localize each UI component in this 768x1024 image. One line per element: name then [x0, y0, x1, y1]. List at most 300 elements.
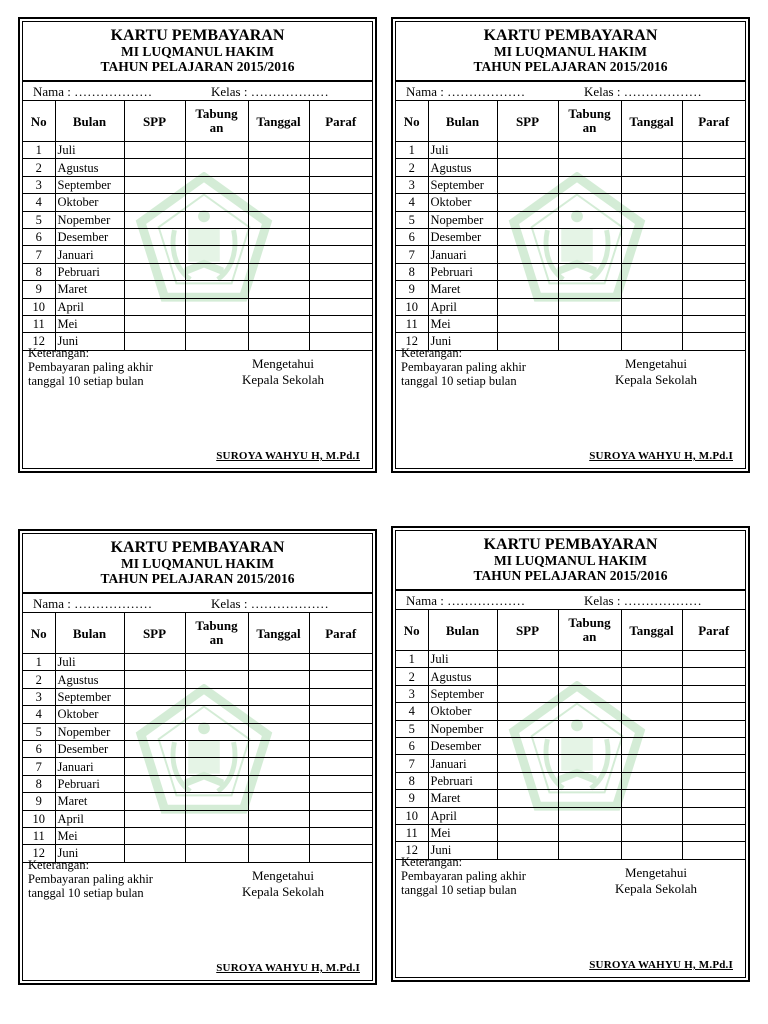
student-info-row [23, 84, 372, 100]
cell-paraf[interactable] [682, 772, 745, 789]
cell-paraf[interactable] [682, 281, 745, 298]
cell-spp[interactable] [497, 772, 558, 789]
cell-paraf[interactable] [309, 142, 372, 159]
cell-tanggal[interactable] [621, 703, 682, 720]
cell-paraf[interactable] [682, 315, 745, 332]
cell-spp[interactable] [497, 142, 558, 159]
cell-tanggal[interactable] [621, 263, 682, 280]
cell-tanggal[interactable] [248, 827, 309, 844]
row-bulan: Agustus [55, 159, 124, 176]
cell-tanggal[interactable] [621, 824, 682, 841]
card-header [396, 531, 745, 591]
payment-table [23, 612, 372, 863]
signer-name: SUROYA WAHYU H, M.Pd.I [589, 450, 733, 462]
keterangan-label: Keterangan: [401, 855, 463, 869]
kelas-field[interactable]: Kelas : ……………… [211, 84, 329, 99]
cell-spp[interactable] [124, 688, 185, 705]
academic-year: TAHUN PELAJARAN 2015/2016 [473, 59, 668, 74]
cell-tabungan[interactable] [185, 810, 248, 827]
cell-tanggal[interactable] [248, 654, 309, 671]
cell-tabungan[interactable] [185, 263, 248, 280]
col-tanggal: Tanggal [621, 610, 682, 651]
kelas-field[interactable]: Kelas : ……………… [211, 596, 329, 611]
cell-paraf[interactable] [682, 298, 745, 315]
cell-spp[interactable] [124, 246, 185, 263]
cell-spp[interactable] [497, 211, 558, 228]
mengetahui-label: Mengetahui [624, 865, 688, 880]
cell-tanggal[interactable] [621, 755, 682, 772]
row-bulan: September [428, 176, 497, 193]
row-bulan: Agustus [428, 159, 497, 176]
cell-paraf[interactable] [682, 720, 745, 737]
cell-paraf[interactable] [309, 740, 372, 757]
cell-spp[interactable] [497, 790, 558, 807]
nama-field[interactable]: Nama : ……………… [33, 84, 153, 99]
col-spp: SPP [124, 613, 185, 654]
cell-spp[interactable] [124, 281, 185, 298]
col-tabungan: Tabung an [558, 610, 621, 651]
note-block [401, 855, 526, 897]
cell-spp[interactable] [124, 194, 185, 211]
cell-paraf[interactable] [309, 671, 372, 688]
cell-tanggal[interactable] [248, 315, 309, 332]
cell-tanggal[interactable] [248, 723, 309, 740]
cell-paraf[interactable] [309, 211, 372, 228]
cell-tanggal[interactable] [248, 298, 309, 315]
row-bulan: September [55, 688, 124, 705]
cell-tanggal[interactable] [621, 315, 682, 332]
cell-tabungan[interactable] [558, 737, 621, 754]
table-row [396, 755, 745, 772]
table-row [396, 142, 745, 159]
row-bulan: Januari [428, 755, 497, 772]
cell-tabungan[interactable] [185, 246, 248, 263]
table-row [23, 315, 372, 332]
cell-tabungan[interactable] [185, 827, 248, 844]
payment-card [391, 17, 750, 473]
cell-spp[interactable] [124, 654, 185, 671]
cell-tabungan[interactable] [558, 790, 621, 807]
cell-tabungan[interactable] [185, 194, 248, 211]
cell-tanggal[interactable] [621, 668, 682, 685]
row-no: 2 [23, 159, 55, 176]
cell-tabungan[interactable] [185, 281, 248, 298]
cell-spp[interactable] [497, 159, 558, 176]
cell-tanggal[interactable] [248, 688, 309, 705]
cell-spp[interactable] [497, 755, 558, 772]
row-no: 2 [396, 668, 428, 685]
cell-paraf[interactable] [682, 737, 745, 754]
school-name: MI LUQMANUL HAKIM [494, 553, 647, 568]
cell-spp[interactable] [124, 810, 185, 827]
row-no: 4 [396, 703, 428, 720]
cell-tabungan[interactable] [558, 824, 621, 841]
row-bulan: Mei [428, 824, 497, 841]
note-line-2: tanggal 10 setiap bulan [28, 886, 144, 900]
table-row [396, 703, 745, 720]
row-bulan: Agustus [428, 668, 497, 685]
cell-paraf[interactable] [682, 824, 745, 841]
cell-paraf[interactable] [682, 807, 745, 824]
cell-paraf[interactable] [309, 827, 372, 844]
cell-spp[interactable] [497, 246, 558, 263]
cell-spp[interactable] [124, 176, 185, 193]
table-row [23, 758, 372, 775]
row-no: 11 [23, 315, 55, 332]
col-tabungan: Tabung an [185, 613, 248, 654]
row-bulan: Mei [428, 315, 497, 332]
row-bulan: Juli [55, 654, 124, 671]
table-row [23, 159, 372, 176]
cell-tabungan[interactable] [558, 298, 621, 315]
row-bulan: Maret [428, 790, 497, 807]
table-row [396, 281, 745, 298]
cell-spp[interactable] [497, 720, 558, 737]
cell-spp[interactable] [124, 159, 185, 176]
cell-paraf[interactable] [309, 246, 372, 263]
cell-tanggal[interactable] [248, 671, 309, 688]
nama-field[interactable]: Nama : ……………… [406, 84, 526, 99]
table-row [396, 772, 745, 789]
cell-tabungan[interactable] [558, 194, 621, 211]
cell-tabungan[interactable] [185, 688, 248, 705]
cell-paraf[interactable] [309, 775, 372, 792]
cell-tabungan[interactable] [558, 668, 621, 685]
row-bulan: Maret [55, 281, 124, 298]
approval-block [596, 356, 716, 388]
cell-paraf[interactable] [682, 142, 745, 159]
cell-tabungan[interactable] [185, 671, 248, 688]
row-bulan: Januari [428, 246, 497, 263]
cell-spp[interactable] [497, 824, 558, 841]
cell-tanggal[interactable] [621, 807, 682, 824]
cell-tabungan[interactable] [558, 159, 621, 176]
kepala-sekolah-label: Kepala Sekolah [242, 372, 324, 387]
cell-tabungan[interactable] [558, 246, 621, 263]
cell-tabungan[interactable] [185, 228, 248, 245]
cell-spp[interactable] [497, 737, 558, 754]
row-bulan: Nopember [428, 211, 497, 228]
card-header [396, 22, 745, 82]
payment-table [396, 609, 745, 860]
cell-paraf[interactable] [682, 228, 745, 245]
cell-tabungan[interactable] [558, 685, 621, 702]
cell-spp[interactable] [124, 228, 185, 245]
cell-spp[interactable] [124, 740, 185, 757]
row-no: 9 [23, 793, 55, 810]
cell-tabungan[interactable] [558, 315, 621, 332]
cell-tabungan[interactable] [558, 807, 621, 824]
cell-tabungan[interactable] [185, 723, 248, 740]
row-no: 5 [23, 211, 55, 228]
cell-paraf[interactable] [309, 810, 372, 827]
cell-tanggal[interactable] [248, 758, 309, 775]
cell-paraf[interactable] [309, 263, 372, 280]
row-bulan: Maret [55, 793, 124, 810]
cell-paraf[interactable] [682, 755, 745, 772]
cell-tanggal[interactable] [248, 281, 309, 298]
row-bulan: Nopember [428, 720, 497, 737]
cell-spp[interactable] [124, 315, 185, 332]
keterangan-label: Keterangan: [28, 858, 90, 872]
cell-paraf[interactable] [309, 706, 372, 723]
col-bulan: Bulan [55, 101, 124, 142]
col-paraf: Paraf [682, 610, 745, 651]
cell-paraf[interactable] [309, 228, 372, 245]
keterangan-label: Keterangan: [28, 346, 90, 360]
cell-tanggal[interactable] [248, 228, 309, 245]
cell-paraf[interactable] [309, 176, 372, 193]
cell-paraf[interactable] [309, 723, 372, 740]
cell-paraf[interactable] [682, 211, 745, 228]
cell-tanggal[interactable] [621, 772, 682, 789]
card-footer [396, 346, 745, 468]
cell-paraf[interactable] [309, 194, 372, 211]
row-no: 9 [396, 790, 428, 807]
nama-field[interactable]: Nama : ……………… [406, 593, 526, 608]
cell-tanggal[interactable] [621, 246, 682, 263]
cell-tanggal[interactable] [248, 142, 309, 159]
cell-tabungan[interactable] [185, 298, 248, 315]
cell-tanggal[interactable] [621, 142, 682, 159]
cell-spp[interactable] [124, 298, 185, 315]
kepala-sekolah-label: Kepala Sekolah [615, 372, 697, 387]
card-title: KARTU PEMBAYARAN [110, 539, 285, 556]
cell-spp[interactable] [124, 775, 185, 792]
cell-spp[interactable] [124, 758, 185, 775]
cell-spp[interactable] [124, 263, 185, 280]
cell-spp[interactable] [124, 211, 185, 228]
cell-spp[interactable] [124, 793, 185, 810]
cell-paraf[interactable] [682, 194, 745, 211]
cell-tanggal[interactable] [621, 159, 682, 176]
note-block [28, 858, 153, 900]
cell-tanggal[interactable] [248, 740, 309, 757]
cell-tabungan[interactable] [185, 176, 248, 193]
row-bulan: Juli [55, 142, 124, 159]
row-bulan: Pebruari [55, 263, 124, 280]
cell-spp[interactable] [497, 298, 558, 315]
cell-paraf[interactable] [682, 668, 745, 685]
row-bulan: September [428, 685, 497, 702]
approval-block [223, 868, 343, 900]
card-title: KARTU PEMBAYARAN [483, 27, 658, 44]
table-row [23, 793, 372, 810]
table-row [23, 194, 372, 211]
table-row [396, 246, 745, 263]
cell-tabungan[interactable] [185, 159, 248, 176]
col-bulan: Bulan [428, 101, 497, 142]
table-row [396, 685, 745, 702]
card-title: KARTU PEMBAYARAN [483, 536, 658, 553]
table-row [23, 706, 372, 723]
row-no: 8 [396, 263, 428, 280]
row-no: 5 [23, 723, 55, 740]
row-no: 12 [396, 333, 428, 350]
cell-tabungan[interactable] [185, 315, 248, 332]
nama-field[interactable]: Nama : ……………… [33, 596, 153, 611]
cell-spp[interactable] [124, 723, 185, 740]
cell-tanggal[interactable] [621, 790, 682, 807]
cell-spp[interactable] [497, 194, 558, 211]
cell-tanggal[interactable] [621, 211, 682, 228]
col-no: No [396, 101, 428, 142]
kelas-field[interactable]: Kelas : ……………… [584, 84, 702, 99]
cell-spp[interactable] [497, 668, 558, 685]
card-frame [395, 530, 746, 978]
cell-paraf[interactable] [309, 315, 372, 332]
signer-name: SUROYA WAHYU H, M.Pd.I [216, 962, 360, 974]
cell-tabungan[interactable] [185, 142, 248, 159]
cell-paraf[interactable] [682, 246, 745, 263]
cell-tabungan[interactable] [558, 211, 621, 228]
cell-tabungan[interactable] [185, 740, 248, 757]
cell-tanggal[interactable] [621, 281, 682, 298]
row-bulan: Oktober [428, 194, 497, 211]
row-no: 12 [396, 842, 428, 859]
cell-spp[interactable] [497, 176, 558, 193]
row-no: 8 [23, 263, 55, 280]
table-header-row [396, 101, 745, 142]
row-bulan: Maret [428, 281, 497, 298]
table-row [396, 263, 745, 280]
cell-tanggal[interactable] [248, 176, 309, 193]
cell-spp[interactable] [497, 703, 558, 720]
cell-paraf[interactable] [309, 281, 372, 298]
col-bulan: Bulan [55, 613, 124, 654]
cell-tabungan[interactable] [185, 211, 248, 228]
cell-tanggal[interactable] [621, 737, 682, 754]
cell-tabungan[interactable] [558, 142, 621, 159]
cell-spp[interactable] [124, 827, 185, 844]
table-row [396, 176, 745, 193]
row-bulan: Desember [428, 737, 497, 754]
cell-tanggal[interactable] [248, 706, 309, 723]
col-tabungan: Tabung an [185, 101, 248, 142]
mengetahui-label: Mengetahui [624, 356, 688, 371]
cell-tabungan[interactable] [185, 654, 248, 671]
cell-tanggal[interactable] [621, 298, 682, 315]
kelas-field[interactable]: Kelas : ……………… [584, 593, 702, 608]
table-header-row [23, 101, 372, 142]
table-row [396, 315, 745, 332]
table-row [23, 740, 372, 757]
row-bulan: Oktober [55, 194, 124, 211]
cell-paraf[interactable] [309, 688, 372, 705]
cell-paraf[interactable] [682, 790, 745, 807]
col-paraf: Paraf [309, 101, 372, 142]
cell-tanggal[interactable] [621, 176, 682, 193]
cell-tabungan[interactable] [558, 263, 621, 280]
cell-tabungan[interactable] [185, 758, 248, 775]
cell-tanggal[interactable] [621, 194, 682, 211]
cell-tabungan[interactable] [185, 775, 248, 792]
table-row [23, 246, 372, 263]
card-frame [22, 533, 373, 981]
row-bulan: April [55, 298, 124, 315]
cell-tanggal[interactable] [248, 159, 309, 176]
row-bulan: Juli [428, 142, 497, 159]
row-no: 2 [396, 159, 428, 176]
cell-tanggal[interactable] [621, 720, 682, 737]
table-header-row [23, 613, 372, 654]
cell-tanggal[interactable] [248, 194, 309, 211]
cell-tabungan[interactable] [558, 176, 621, 193]
cell-paraf[interactable] [309, 159, 372, 176]
col-tanggal: Tanggal [248, 613, 309, 654]
cell-tabungan[interactable] [185, 793, 248, 810]
cell-tanggal[interactable] [621, 685, 682, 702]
cell-tanggal[interactable] [248, 246, 309, 263]
cell-spp[interactable] [497, 228, 558, 245]
cell-spp[interactable] [124, 671, 185, 688]
cell-tabungan[interactable] [558, 755, 621, 772]
cell-paraf[interactable] [682, 685, 745, 702]
cell-paraf[interactable] [682, 703, 745, 720]
cell-tanggal[interactable] [248, 810, 309, 827]
row-bulan: Pebruari [428, 772, 497, 789]
table-row [23, 281, 372, 298]
cell-tanggal[interactable] [248, 775, 309, 792]
cell-paraf[interactable] [682, 176, 745, 193]
cell-tabungan[interactable] [558, 720, 621, 737]
row-no: 1 [23, 142, 55, 159]
table-header-row [396, 610, 745, 651]
cell-tabungan[interactable] [558, 772, 621, 789]
cell-tanggal[interactable] [248, 211, 309, 228]
table-row [396, 790, 745, 807]
row-bulan: Pebruari [55, 775, 124, 792]
cell-tanggal[interactable] [248, 263, 309, 280]
cell-spp[interactable] [497, 685, 558, 702]
cell-spp[interactable] [497, 281, 558, 298]
cell-tabungan[interactable] [558, 228, 621, 245]
cell-spp[interactable] [497, 807, 558, 824]
cell-paraf[interactable] [309, 654, 372, 671]
row-no: 4 [396, 194, 428, 211]
cell-spp[interactable] [497, 651, 558, 668]
cell-tabungan[interactable] [558, 281, 621, 298]
cell-tanggal[interactable] [621, 651, 682, 668]
note-line-1: Pembayaran paling akhir [28, 872, 153, 886]
row-no: 9 [23, 281, 55, 298]
cell-paraf[interactable] [682, 263, 745, 280]
cell-tabungan[interactable] [185, 706, 248, 723]
cell-paraf[interactable] [309, 793, 372, 810]
row-no: 7 [23, 758, 55, 775]
cell-paraf[interactable] [309, 298, 372, 315]
row-bulan: Oktober [55, 706, 124, 723]
table-row [23, 228, 372, 245]
cell-tanggal[interactable] [621, 228, 682, 245]
row-no: 8 [23, 775, 55, 792]
cell-paraf[interactable] [682, 159, 745, 176]
cell-paraf[interactable] [309, 758, 372, 775]
cell-spp[interactable] [497, 315, 558, 332]
cell-spp[interactable] [497, 263, 558, 280]
card-footer [23, 858, 372, 980]
cell-tanggal[interactable] [248, 793, 309, 810]
cell-spp[interactable] [124, 142, 185, 159]
cell-spp[interactable] [124, 706, 185, 723]
kepala-sekolah-label: Kepala Sekolah [242, 884, 324, 899]
cell-tabungan[interactable] [558, 703, 621, 720]
note-block [401, 346, 526, 388]
cell-tabungan[interactable] [558, 651, 621, 668]
table-row [396, 194, 745, 211]
cell-paraf[interactable] [682, 651, 745, 668]
row-bulan: Pebruari [428, 263, 497, 280]
